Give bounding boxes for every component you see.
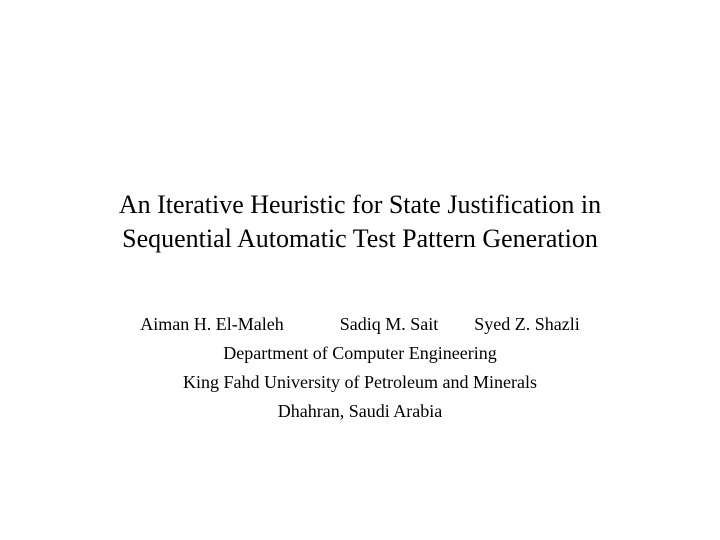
author-2: Sadiq M. Sait xyxy=(339,314,439,334)
author-names xyxy=(40,310,680,339)
affiliation-department: Department of Computer Engineering xyxy=(223,343,497,363)
author-3: Syed Z. Shazli xyxy=(474,314,580,334)
affiliation-location: Dhahran, Saudi Arabia xyxy=(277,401,443,421)
title-line-1: An Iterative Heuristic for State Justification in xyxy=(118,190,602,219)
slide-title xyxy=(40,188,680,256)
author-1: Aiman H. El-Maleh xyxy=(140,314,284,334)
title-line-2: Sequential Automatic Test Pattern Generation xyxy=(122,224,598,253)
affiliation-university: King Fahd University of Petroleum and Minerals xyxy=(183,372,537,392)
author-block xyxy=(40,310,680,426)
